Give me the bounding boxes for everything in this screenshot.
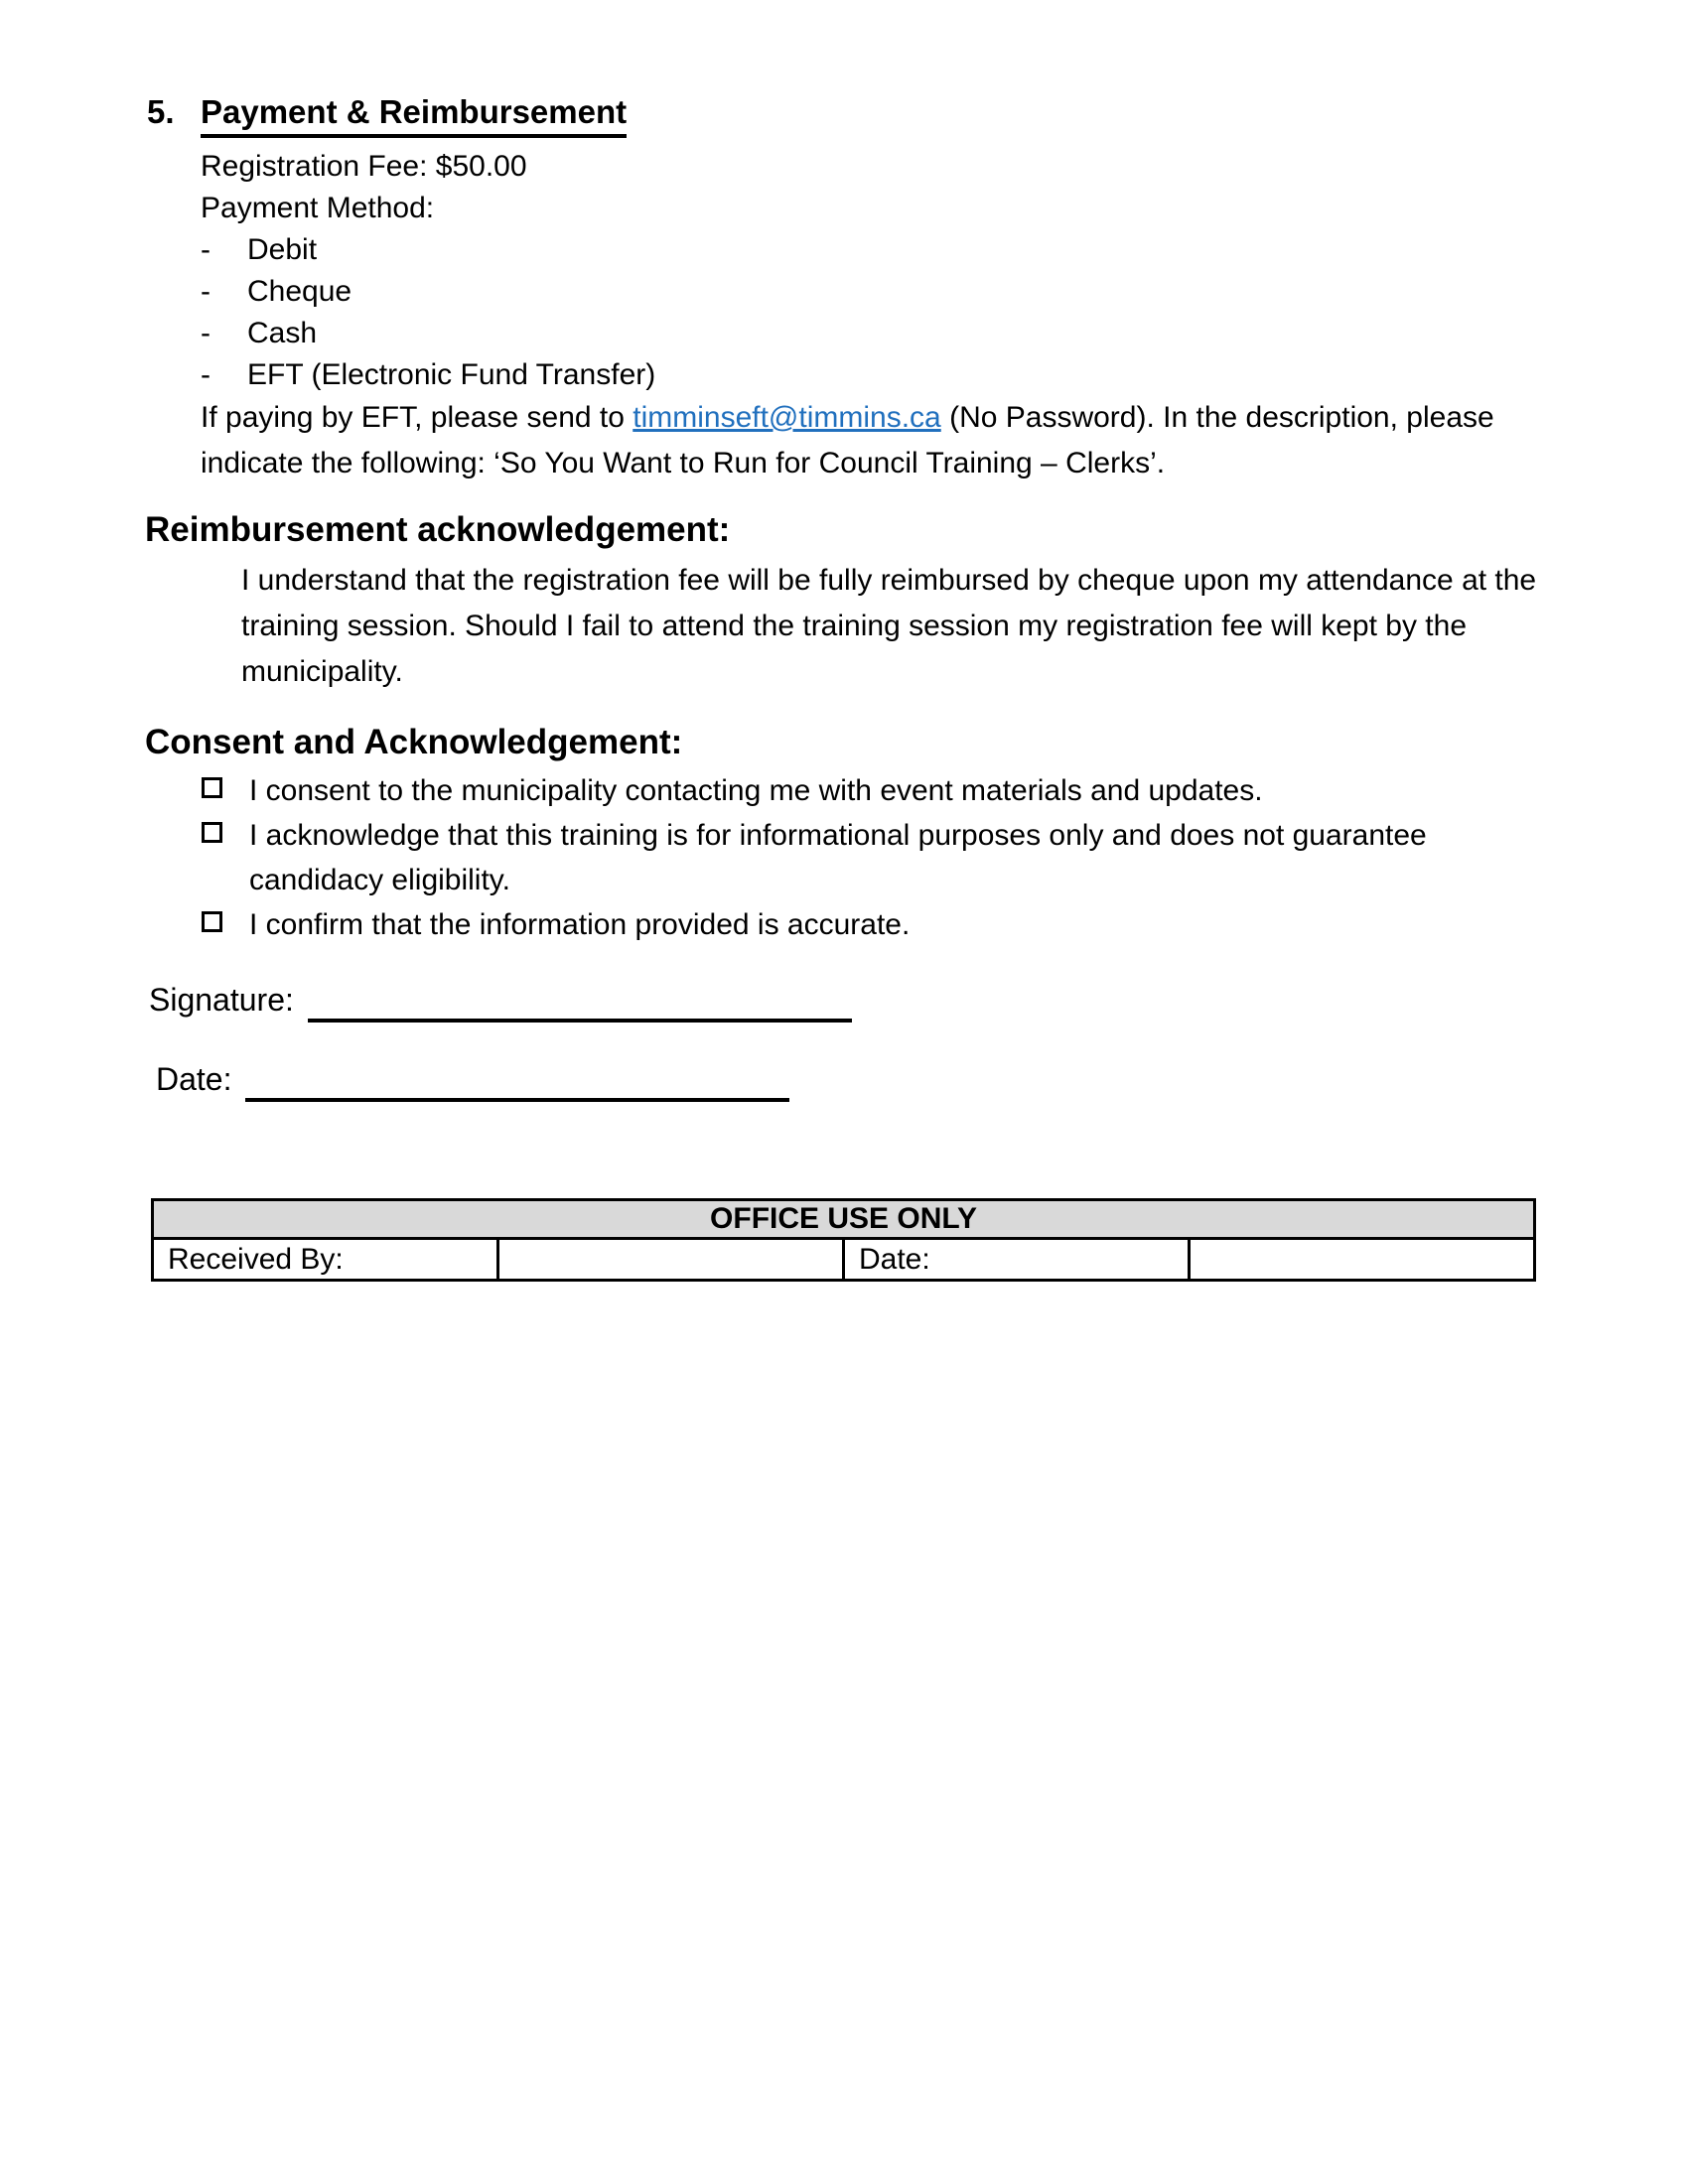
consent-item-informational [202, 813, 1535, 902]
consent-item-contact [202, 768, 1535, 813]
payment-method-item-label: Debit [247, 233, 318, 266]
signature-row [149, 977, 852, 1023]
signature-label: Signature: [149, 982, 294, 1018]
payment-method-label: Payment Method: [201, 192, 435, 224]
eft-note-before: If paying by EFT, please send to [201, 401, 633, 434]
date-input-line[interactable] [245, 1058, 789, 1102]
payment-method-item-label: Cheque [247, 275, 352, 308]
eft-instructions [201, 395, 1563, 486]
payment-method-item-eft [201, 354, 655, 396]
section-number: 5. [147, 93, 175, 130]
consent-item-label: I confirm that the information provided is accurate. [249, 908, 911, 941]
office-table-header-row [153, 1200, 1535, 1239]
section-title: Payment & Reimbursement [201, 93, 627, 138]
payment-method-item-cash [201, 313, 655, 354]
consent-item-label: I acknowledge that this training is for informational purposes only and does not guarantee candidacy eligibility. [249, 819, 1427, 896]
registration-fee-text: Registration Fee: $50.00 [201, 150, 527, 183]
consent-informational-checkbox[interactable] [202, 822, 222, 843]
consent-contact-checkbox[interactable] [202, 777, 222, 798]
payment-method-item-label: EFT (Electronic Fund Transfer) [247, 358, 656, 391]
payment-method-item-label: Cash [247, 317, 318, 349]
office-use-only-header: OFFICE USE ONLY [153, 1200, 1535, 1239]
payment-method-list [201, 229, 655, 396]
payment-method-item-debit [201, 229, 655, 271]
office-table-data-row [153, 1239, 1535, 1281]
consent-heading: Consent and Acknowledgement: [145, 723, 683, 761]
dash-bullet: - [201, 317, 211, 349]
office-date-label: Date: [844, 1239, 1190, 1281]
dash-bullet: - [201, 358, 211, 391]
date-label: Date: [156, 1061, 232, 1097]
office-date-value-cell[interactable] [1190, 1239, 1535, 1281]
section-5-heading [147, 93, 627, 138]
payment-method-item-cheque [201, 271, 655, 313]
date-row [156, 1056, 789, 1102]
eft-email-link[interactable]: timminseft@timmins.ca [633, 401, 941, 434]
signature-input-line[interactable] [308, 979, 852, 1023]
consent-item-label: I consent to the municipality contacting me with event materials and updates. [249, 774, 1263, 807]
received-by-label: Received By: [153, 1239, 498, 1281]
eft-note-after: (No Password). In the description, please indicate the following: ‘So You Want to Run for Council Training – Clerks’. [201, 401, 1494, 479]
consent-item-accurate [202, 902, 1535, 947]
dash-bullet: - [201, 275, 211, 308]
received-by-value-cell[interactable] [498, 1239, 844, 1281]
office-use-table [151, 1198, 1536, 1282]
reimbursement-body: I understand that the registration fee will be fully reimbursed by cheque upon my attendance at the training session. Should I fail to attend the training session my registration fee will kept by the municipality. [241, 564, 1537, 688]
dash-bullet: - [201, 233, 211, 266]
consent-list [202, 768, 1535, 947]
reimbursement-heading: Reimbursement acknowledgement: [145, 510, 731, 549]
consent-accurate-checkbox[interactable] [202, 911, 222, 932]
